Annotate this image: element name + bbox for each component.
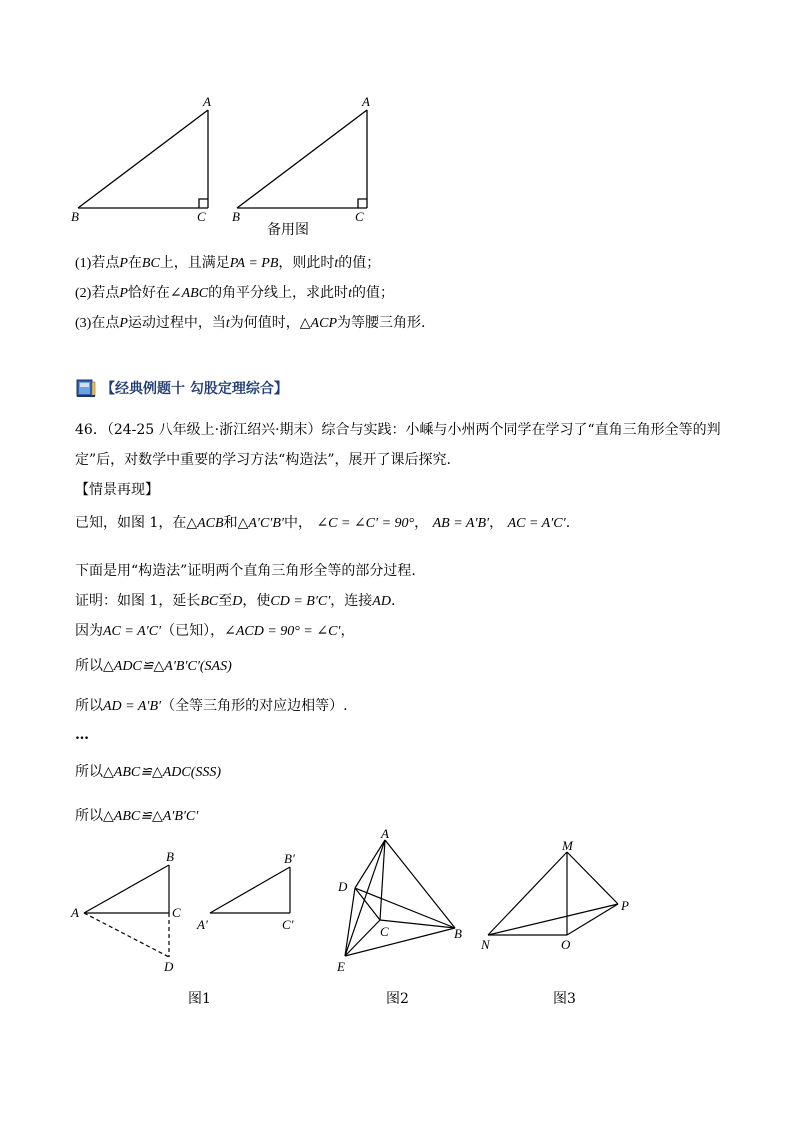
fig3-label-N: N [481,937,490,952]
problem-line-2: 定”后，对数学中重要的学习方法“构造法”，展开了课后探究. [75,452,451,468]
question-3: (3)在点P运动过程中，当t为何值时，△ACP为等腰三角形. [75,315,426,331]
fig1-label-A-prime: A′ [197,917,208,932]
spare-figure-caption: 备用图 [267,222,309,238]
proof-step-6: 所以△ABC≌△A′B′C′ [75,808,199,824]
fig3-label-P: P [621,898,629,913]
section-title: 【经典例题十 勾股定理综合】 [101,381,288,397]
fig2-label-D: D [338,879,348,894]
proof-step-4: 所以AD = A′B′（全等三角形的对应边相等）. [75,698,348,714]
proof-step-2: 因为AC = A′C′（已知），∠ACD = 90° = ∠C′， [75,623,355,639]
label-A-2: A [362,94,370,109]
top-triangles-figure [60,88,390,238]
label-C-2: C [355,209,364,224]
problem-line-1: 46．（24-25 八年级上·浙江绍兴·期末）综合与实践：小嵊与小州两个同学在学习了“直角三角形全等的判 [75,422,721,438]
triangle-spare [237,110,367,208]
proof-step-5: 所以△ABC≌△ADC(SSS) [75,764,222,780]
label-C-1: C [197,209,206,224]
scene-heading: 【情景再现】 [75,482,159,498]
figure-3 [478,838,648,958]
figure-2 [325,828,475,978]
known-conditions: 已知，如图 1，在△ACB和△A′C′B′中， ∠C = ∠C′ = 90°， AB = A′B′， AC = A′C′. [75,515,571,531]
question-2: (2)若点P恰好在∠ABC的角平分线上，求此时t的值； [75,285,394,301]
label-B-1: B [71,209,79,224]
fig1-label-D: D [164,959,174,974]
fig2-label-A: A [381,828,389,841]
fig3-label-M: M [562,838,573,853]
fig2-label-C: C [380,924,389,939]
section-header [75,376,288,400]
figure-2-caption: 图2 [386,991,409,1007]
fig1-label-A: A [71,905,79,920]
figure-1-caption: 图1 [188,991,211,1007]
label-A-1: A [203,94,211,109]
fig1-label-B: B [166,849,174,864]
label-B-2: B [232,209,240,224]
fig3-label-O: O [561,937,571,952]
fig2-label-E: E [337,959,345,974]
proof-step-3: 所以△ADC≌△A′B′C′(SAS) [75,658,232,674]
question-1: (1)若点P在BC上，且满足PA = PB，则此时t的值； [75,255,381,271]
fig2-label-B: B [454,926,462,941]
figure-3-caption: 图3 [553,991,576,1007]
proof-step-1: 证明：如图 1，延长BC至D，使CD = B′C′，连接AD. [75,593,396,609]
fig1-label-C-prime: C′ [282,917,294,932]
proof-intro: 下面是用“构造法”证明两个直角三角形全等的部分过程. [75,563,416,579]
triangle-main [78,110,208,208]
fig1-label-C: C [172,905,181,920]
proof-ellipsis: … [75,727,89,743]
figure-1 [60,845,320,980]
book-icon [75,377,97,399]
fig1-label-B-prime: B′ [284,851,295,866]
